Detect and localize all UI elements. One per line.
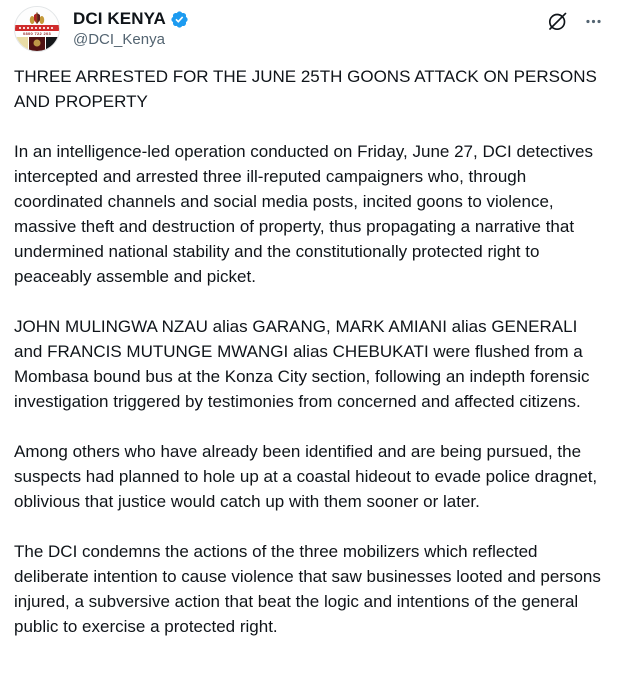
author-names: [73, 6, 189, 48]
avatar-bottom-panels: [15, 37, 59, 51]
tweet-header: [14, 6, 603, 52]
avatar-banner: [15, 25, 59, 32]
coat-of-arms-icon: [29, 12, 45, 25]
avatar-panel-center: [29, 37, 46, 51]
tweet-paragraph: JOHN MULINGWA NZAU alias GARANG, MARK AMIANI alias GENERALI and FRANCIS MUTUNGE MWANGI alias CHEBUKATI were flushed from a Mombasa bound bus at the Konza City section, following an indepth forensic investigation triggered by testimonies from concerned and affected citizens.: [14, 317, 590, 411]
tweet-paragraph: THREE ARRESTED FOR THE JUNE 25TH GOONS ATTACK ON PERSONS AND PROPERTY: [14, 67, 597, 111]
more-options-icon[interactable]: [584, 12, 603, 31]
user-handle[interactable]: @DCI_Kenya: [73, 31, 165, 48]
grok-icon[interactable]: [547, 11, 568, 32]
avatar-hotline-text: 0800 722 203: [15, 31, 59, 37]
verified-badge-icon: [170, 10, 189, 29]
avatar-panel-right: [45, 37, 59, 51]
header-actions: [547, 6, 603, 32]
avatar-coat-of-arms: [15, 7, 59, 25]
tweet-paragraph: The DCI condemns the actions of the three mobilizers which reflected deliberate intention to cause violence that saw businesses looted and persons injured, a subversive action that beat the logic and intentions of the general public to exercise a protected right.: [14, 542, 601, 636]
display-name[interactable]: DCI KENYA: [73, 9, 166, 28]
tweet-text: [14, 64, 603, 639]
tweet-paragraph: In an intelligence-led operation conducted on Friday, June 27, DCI detectives intercepted and arrested three ill-reputed campaigners who, through coordinated channels and social media posts, incited goons to violence, massive theft and destruction of property, thus propagating a narrative that undermined national stability and the constitutionally protected right to peaceably assemble and picket.: [14, 142, 593, 286]
avatar[interactable]: [14, 6, 60, 52]
avatar-panel-left: [15, 37, 29, 51]
avatar-banner-text-dashes: [19, 27, 55, 30]
tweet-paragraph: Among others who have already been identified and are being pursued, the suspects had planned to hole up at a coastal hideout to evade police dragnet, oblivious that justice would catch up with them sooner or later.: [14, 442, 598, 511]
